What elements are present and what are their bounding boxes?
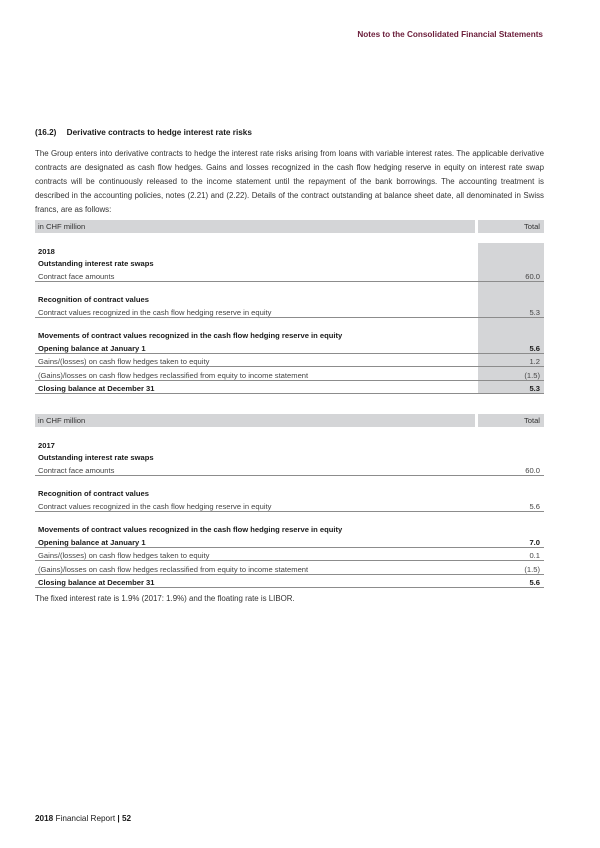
recognition-heading: Recognition of contract values [38, 295, 149, 304]
table-2017 [35, 414, 544, 588]
page-footer [35, 814, 131, 823]
closing-value: 5.6 [478, 574, 544, 588]
swaps-heading: Outstanding interest rate swaps [38, 259, 154, 268]
gains-label: Gains/(losses) on cash flow hedges taken to equity [35, 547, 475, 561]
face-label: Contract face amounts [35, 268, 475, 281]
recognition-label: Contract values recognized in the cash flow hedging reserve in equity [35, 304, 475, 317]
reclass-label: (Gains)/losses on cash flow hedges reclassified from equity to income statement [35, 367, 475, 381]
year-label: 2017 [38, 440, 55, 450]
recognition-heading: Recognition of contract values [38, 489, 149, 498]
table-row [35, 561, 544, 575]
gains-label: Gains/(losses) on cash flow hedges taken to equity [35, 353, 475, 367]
year-row [35, 437, 544, 450]
year-label: 2018 [38, 246, 55, 256]
total-column-header: Total [478, 220, 544, 233]
opening-label: Opening balance at January 1 [35, 534, 475, 547]
opening-value: 7.0 [478, 534, 544, 547]
table-row [35, 353, 544, 367]
footer-separator: | [117, 814, 120, 823]
swaps-heading: Outstanding interest rate swaps [38, 453, 154, 462]
table-row [35, 498, 544, 511]
closing-label: Closing balance at December 31 [35, 380, 475, 394]
table-row [35, 574, 544, 588]
swaps-heading-row [35, 256, 544, 269]
footer-year: 2018 [35, 814, 54, 823]
opening-label: Opening balance at January 1 [35, 340, 475, 353]
movements-heading: Movements of contract values recognized in the cash flow hedging reserve in equity [38, 331, 343, 340]
table-row [35, 340, 544, 353]
running-header: Notes to the Consolidated Financial Statements [357, 30, 543, 39]
opening-value: 5.6 [478, 340, 544, 353]
face-value: 60.0 [478, 462, 544, 475]
movements-heading-row [35, 328, 544, 341]
movements-heading-row [35, 522, 544, 535]
section-heading: Derivative contracts to hedge interest rate risks [66, 128, 252, 137]
reclass-value: (1.5) [478, 367, 544, 381]
unit-label: in CHF million [35, 414, 475, 427]
unit-label: in CHF million [35, 220, 475, 233]
total-column-header: Total [478, 414, 544, 427]
table-2018 [35, 220, 544, 394]
gains-value: 1.2 [478, 353, 544, 367]
page-number: 52 [121, 814, 132, 823]
recognition-label: Contract values recognized in the cash flow hedging reserve in equity [35, 498, 475, 511]
movements-heading: Movements of contract values recognized in the cash flow hedging reserve in equity [38, 525, 343, 534]
year-row [35, 243, 544, 256]
recognition-value: 5.3 [478, 304, 544, 317]
intro-paragraph: The Group enters into derivative contracts to hedge the interest rate risks arising from loans with variable interest rates. The applicable derivative contracts are designated as cash flow hedges. Gains and losses recognized in the cash flow hedging reserve in equity on interest rate swap contracts will be continuously released to the income statement until the repayment of the bank borrowings. The accounting treatment is described in the accounting policies, notes (2.21) and (2.22). Details of the contract outstanding at balance sheet date, all denominated in Swiss francs, are as follows: [35, 149, 544, 214]
recognition-value: 5.6 [478, 498, 544, 511]
gains-value: 0.1 [478, 547, 544, 561]
table-row [35, 547, 544, 561]
closing-label: Closing balance at December 31 [35, 574, 475, 588]
face-value: 60.0 [478, 268, 544, 281]
table-row [35, 367, 544, 381]
table-header-row [35, 414, 544, 427]
reclass-value: (1.5) [478, 561, 544, 575]
face-label: Contract face amounts [35, 462, 475, 475]
table-row [35, 380, 544, 394]
swaps-heading-row [35, 450, 544, 463]
footer-report: Financial Report [55, 814, 116, 823]
table-row [35, 304, 544, 317]
table-row [35, 534, 544, 547]
reclass-label: (Gains)/losses on cash flow hedges reclassified from equity to income statement [35, 561, 475, 575]
closing-value: 5.3 [478, 380, 544, 394]
recognition-heading-row [35, 292, 544, 305]
footnote: The fixed interest rate is 1.9% (2017: 1.9%) and the floating rate is LIBOR. [35, 594, 295, 603]
table-header-row [35, 220, 544, 233]
section-number: (16.2) [35, 128, 57, 137]
note-content [35, 128, 544, 603]
recognition-heading-row [35, 486, 544, 499]
section-title [35, 128, 544, 137]
table-row [35, 268, 544, 281]
table-row [35, 462, 544, 475]
